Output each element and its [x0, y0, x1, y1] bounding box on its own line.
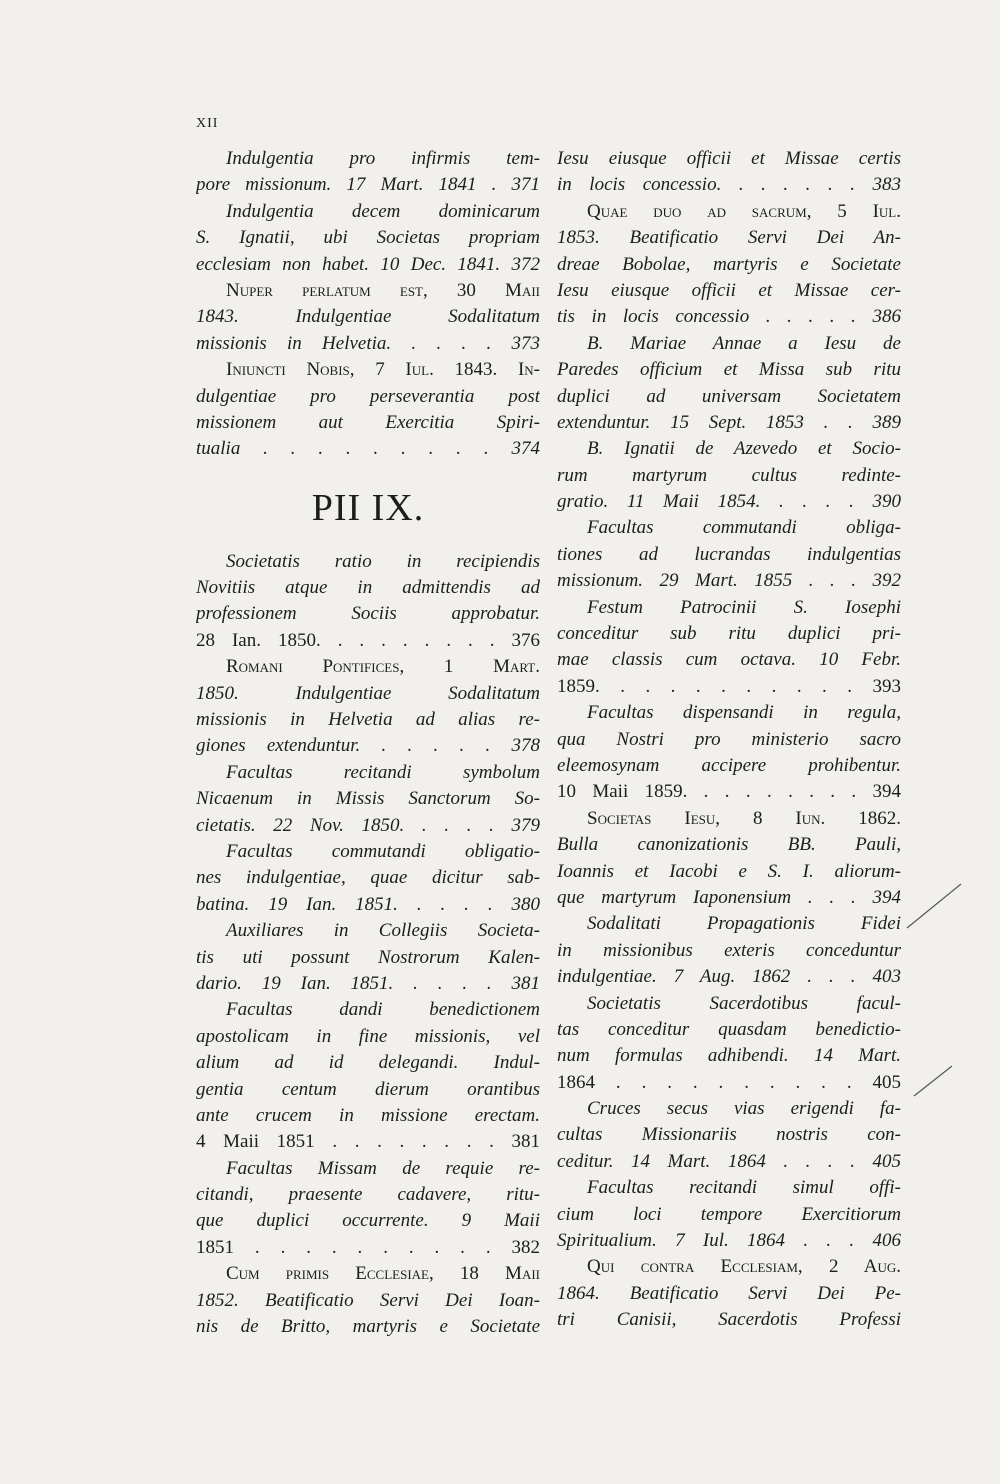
- entry-line: ante crucem in missione erectam.: [196, 1104, 540, 1126]
- entry-line: B. Ignatii de Azevedo et Socio-: [587, 438, 901, 460]
- entry-line: Facultas dispensandi in regula,: [587, 702, 901, 724]
- entry-line: cium loci tempore Exercitiorum: [557, 1203, 901, 1225]
- entry-line: tas conceditur quasdam benedictio-: [557, 1018, 901, 1040]
- entry-line: in locis concessio. . . . . . . 383: [557, 174, 901, 196]
- entry-line: Societatis ratio in recipiendis: [226, 550, 540, 572]
- entry-line: batina. 19 Ian. 1851. . . . . 380: [196, 893, 540, 915]
- entry-line: nes indulgentiae, quae dicitur sab-: [196, 867, 540, 889]
- entry-line: tis in locis concessio . . . . . 386: [557, 306, 901, 328]
- entry-line: pore missionum. 17 Mart. 1841 . 371: [196, 174, 540, 196]
- entry-line: 1864. Beatificatio Servi Dei Pe-: [557, 1282, 901, 1304]
- entry-line: Romani Pontifices, 1 Mart.: [226, 656, 540, 678]
- entry-line: Novitiis atque in admittendis ad: [196, 577, 540, 599]
- entry-line: Societatis Sacerdotibus facul-: [587, 992, 901, 1014]
- entry-line: tualia . . . . . . . . . 374: [196, 438, 540, 460]
- entry-line: 10 Maii 1859. . . . . . . . . 394: [557, 781, 901, 803]
- entry-line: Iesu eiusque officii et Missae cer-: [557, 279, 901, 301]
- entry-line: Iesu eiusque officii et Missae certis: [557, 148, 901, 169]
- entry-line: Facultas Missam de requie re-: [226, 1157, 540, 1179]
- entry-line: Facultas commutandi obligatio-: [226, 840, 540, 862]
- pencil-mark-icon: [905, 870, 965, 930]
- entry-line: Indulgentia pro infirmis tem-: [226, 148, 540, 169]
- entry-line: citandi, praesente cadavere, ritu-: [196, 1184, 540, 1206]
- entry-line: Ioannis et Iacobi e S. I. aliorum-: [557, 860, 901, 882]
- entry-line: duplici ad universam Societatem: [557, 385, 901, 407]
- entry-line: Facultas dandi benedictionem: [226, 999, 540, 1021]
- entry-line: missionis in Helvetia. . . . . 373: [196, 332, 540, 354]
- entry-line: dario. 19 Ian. 1851. . . . . 381: [196, 972, 540, 994]
- pencil-mark-icon: [912, 1060, 962, 1100]
- entry-line: 4 Maii 1851 . . . . . . . . 381: [196, 1131, 540, 1153]
- entry-line: ceditur. 14 Mart. 1864 . . . . 405: [557, 1150, 901, 1172]
- entry-line: Quae duo ad sacrum, 5 Iul.: [587, 200, 901, 222]
- entry-line: Facultas commutandi obliga-: [587, 517, 901, 539]
- entry-line: Societas Iesu, 8 Iun. 1862.: [587, 807, 901, 829]
- entry-line: num formulas adhibendi. 14 Mart.: [557, 1045, 901, 1067]
- entry-line: Festum Patrocinii S. Iosephi: [587, 596, 901, 618]
- right-column: [557, 146, 901, 1334]
- entry-line: 28 Ian. 1850. . . . . . . . . 376: [196, 629, 540, 651]
- entry-line: B. Mariae Annae a Iesu de: [587, 332, 901, 354]
- entry-line: Sodalitati Propagationis Fidei: [587, 913, 901, 935]
- entry-line: tis uti possunt Nostrorum Kalen-: [196, 946, 540, 968]
- entry-line: Indulgentia decem dominicarum: [226, 200, 540, 222]
- entry-line: dreae Bobolae, martyris e Societate: [557, 253, 901, 275]
- entry-line: Cruces secus vias erigendi fa-: [587, 1098, 901, 1120]
- entry-line: 1843. Indulgentiae Sodalitatum: [196, 306, 540, 328]
- entry-line: dulgentiae pro perseverantia post: [196, 385, 540, 407]
- entry-line: qua Nostri pro ministerio sacro: [557, 728, 901, 750]
- entry-line: 1850. Indulgentiae Sodalitatum: [196, 682, 540, 704]
- section-heading: PII IX.: [311, 486, 425, 529]
- entry-line: 1852. Beatificatio Servi Dei Ioan-: [196, 1289, 540, 1311]
- entry-line: Auxiliares in Collegiis Societa-: [226, 920, 540, 942]
- entry-line: missionum. 29 Mart. 1855 . . . 392: [557, 570, 901, 592]
- entry-line: Cum primis Ecclesiae, 18 Maii: [226, 1263, 540, 1285]
- entry-line: 1864 . . . . . . . . . . 405: [557, 1071, 901, 1093]
- entry-line: Bulla canonizationis BB. Pauli,: [557, 834, 901, 856]
- entry-line: in missionibus exteris conceduntur: [557, 939, 901, 961]
- entry-line: Facultas recitandi symbolum: [226, 761, 540, 783]
- entry-line: rum martyrum cultus redinte-: [557, 464, 901, 486]
- entry-line: Nicaenum in Missis Sanctorum So-: [196, 788, 540, 810]
- entry-line: apostolicam in fine missionis, vel: [196, 1025, 540, 1047]
- entry-line: cietatis. 22 Nov. 1850. . . . . 379: [196, 814, 540, 836]
- entry-line: missionem aut Exercitia Spiri-: [196, 411, 540, 433]
- entry-line: gentia centum dierum orantibus: [196, 1078, 540, 1100]
- page-folio: XII: [196, 116, 219, 131]
- entry-line: ecclesiam non habet. 10 Dec. 1841. 372: [196, 253, 540, 275]
- entry-line: giones extenduntur. . . . . . 378: [196, 735, 540, 757]
- entry-line: tiones ad lucrandas indulgentias: [557, 543, 901, 565]
- entry-line: que martyrum Iaponensium . . . 394: [557, 886, 901, 908]
- entry-line: Paredes officium et Missa sub ritu: [557, 359, 901, 381]
- entry-line: professionem Sociis approbatur.: [196, 603, 540, 625]
- entry-line: extenduntur. 15 Sept. 1853 . . 389: [557, 411, 901, 433]
- entry-line: cultas Missionariis nostris con-: [557, 1124, 901, 1146]
- entry-line: Qui contra Ecclesiam, 2 Aug.: [587, 1256, 901, 1278]
- entry-line: que duplici occurrente. 9 Maii: [196, 1210, 540, 1232]
- entry-line: 1859. . . . . . . . . . . 393: [557, 675, 901, 697]
- entry-line: Facultas recitandi simul offi-: [587, 1177, 901, 1199]
- entry-line: 1853. Beatificatio Servi Dei An-: [557, 227, 901, 249]
- left-column: [196, 146, 540, 1340]
- entry-line: indulgentiae. 7 Aug. 1862 . . . 403: [557, 966, 901, 988]
- entry-line: tri Canisii, Sacerdotis Professi: [557, 1309, 901, 1331]
- entry-line: nis de Britto, martyris e Societate: [196, 1316, 540, 1338]
- entry-line: S. Ignatii, ubi Societas propriam: [196, 227, 540, 249]
- entry-line: missionis in Helvetia ad alias re-: [196, 709, 540, 731]
- entry-line: Nuper perlatum est, 30 Maii: [226, 279, 540, 301]
- entry-line: gratio. 11 Maii 1854. . . . . 390: [557, 491, 901, 513]
- entry-line: 1851 . . . . . . . . . . 382: [196, 1236, 540, 1258]
- entry-line: alium ad id delegandi. Indul-: [196, 1052, 540, 1074]
- entry-line: conceditur sub ritu duplici pri-: [557, 623, 901, 645]
- entry-line: eleemosynam accipere prohibentur.: [557, 754, 901, 776]
- entry-line: mae classis cum octava. 10 Febr.: [557, 649, 901, 671]
- entry-line: Spiritualium. 7 Iul. 1864 . . . 406: [557, 1230, 901, 1252]
- entry-line: Iniuncti Nobis, 7 Iul. 1843. In-: [226, 359, 540, 381]
